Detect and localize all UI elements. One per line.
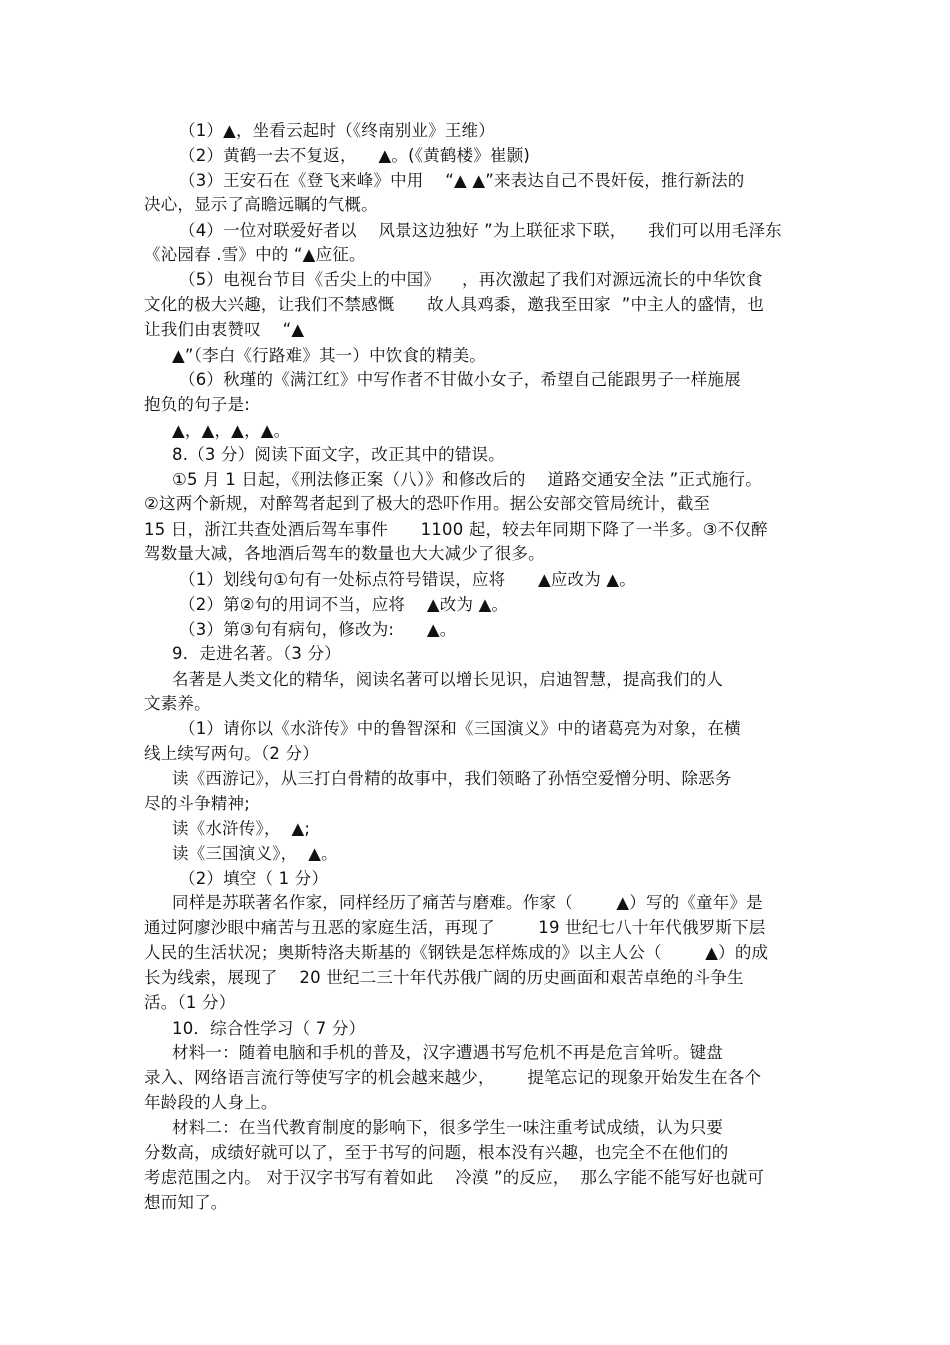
text-line: 通过阿廖沙眼中痛苦与丑恶的家庭生活，再现了 19 世纪七八十年代俄罗斯下层 xyxy=(144,918,766,937)
text-line: ①5 月 1 日起，《刑法修正案（八）》和修改后的 道路交通安全法 ”正式施行。 xyxy=(172,470,762,489)
text-line: 《沁园春 .雪》中的 “▲应征。 xyxy=(144,245,366,264)
text-line: 决心，显示了高瞻远瞩的气概。 xyxy=(144,195,378,214)
text-line: 10．综合性学习（ 7 分） xyxy=(172,1019,366,1038)
text-line: 尽的斗争精神; xyxy=(144,794,250,813)
text-line: 文素养。 xyxy=(144,694,211,713)
text-line: 材料一：随着电脑和手机的普及，汉字遭遇书写危机不再是危言耸听。键盘 xyxy=(172,1043,724,1062)
text-line: （2）第②句的用词不当，应将 ▲改为 ▲。 xyxy=(179,595,509,614)
text-line: ▲，▲，▲，▲。 xyxy=(172,421,291,440)
text-line: 8.（3 分）阅读下面文字，改正其中的错误。 xyxy=(172,445,505,464)
text-line: ▲”（李白《行路难》其一）中饮食的精美。 xyxy=(172,346,486,365)
text-line: （2）填空（ 1 分） xyxy=(179,869,329,888)
text-line: 活。（1 分） xyxy=(144,993,236,1012)
text-line: 让我们由衷赞叹 “▲ xyxy=(144,320,305,339)
text-line: 想而知了。 xyxy=(144,1193,228,1212)
text-line: （3）王安石在《登飞来峰》中用 “▲ ▲”来表达自己不畏奸佞，推行新法的 xyxy=(179,171,745,190)
text-line: 读《西游记》，从三打白骨精的故事中，我们领略了孙悟空爱憎分明、除恶务 xyxy=(172,769,732,788)
text-line: （2）黄鹤一去不复返， ▲。(《黄鹤楼》崔颢) xyxy=(179,146,530,165)
text-line: 读《水浒传》， ▲; xyxy=(172,819,311,838)
text-line: 长为线索，展现了 20 世纪二三十年代苏俄广阔的历史画面和艰苦卓绝的斗争生 xyxy=(144,968,744,987)
text-line: （1）请你以《水浒传》中的鲁智深和《三国演义》中的诸葛亮为对象，在横 xyxy=(179,719,741,738)
text-line: 抱负的句子是: xyxy=(144,395,250,414)
text-line: 同样是苏联著名作家，同样经历了痛苦与磨难。作家（ ▲）写的《童年》是 xyxy=(172,893,763,912)
text-line: 驾数量大减，各地酒后驾车的数量也大大减少了很多。 xyxy=(144,544,545,563)
text-line: 考虑范围之内。 对于汉字书写有着如此 冷漠 ”的反应， 那么字能不能写好也就可 xyxy=(144,1168,765,1187)
text-line: 分数高，成绩好就可以了，至于书写的问题，根本没有兴趣，也完全不在他们的 xyxy=(144,1143,729,1162)
text-line: 材料二：在当代教育制度的影响下，很多学生一味注重考试成绩，认为只要 xyxy=(172,1118,724,1137)
text-line: ②这两个新规，对醉驾者起到了极大的恐吓作用。据公安部交管局统计，截至 xyxy=(144,494,711,513)
text-line: （5）电视台节目《舌尖上的中国》 ，再次激起了我们对源远流长的中华饮食 xyxy=(179,270,763,289)
text-line: 年龄段的人身上。 xyxy=(144,1093,278,1112)
text-line: 名著是人类文化的精华，阅读名著可以增长见识，启迪智慧，提高我们的人 xyxy=(172,670,724,689)
text-line: （6）秋瑾的《满江红》中写作者不甘做小女子，希望自己能跟男子一样施展 xyxy=(179,370,741,389)
text-line: 15 日，浙江共查处酒后驾车事件 1100 起，较去年同期下降了一半多。③不仅醉 xyxy=(144,520,768,539)
text-line: 9．走进名著。（3 分） xyxy=(172,644,341,663)
text-line: （1）划线句①句有一处标点符号错误，应将 ▲应改为 ▲。 xyxy=(179,570,636,589)
text-line: 文化的极大兴趣，让我们不禁感慨 故人具鸡黍，邀我至田家 ”中主人的盛情，也 xyxy=(144,295,765,314)
text-line: 人民的生活状况；奥斯特洛夫斯基的《钢铁是怎样炼成的》以主人公（ ▲）的成 xyxy=(144,943,769,962)
text-line: 录入、网络语言流行等使写字的机会越来越少， 提笔忘记的现象开始发生在各个 xyxy=(144,1068,762,1087)
text-line: （1）▲，坐看云起时（《终南别业》王维） xyxy=(179,121,495,140)
text-line: （4）一位对联爱好者以 风景这边独好 ”为上联征求下联， 我们可以用毛泽东 xyxy=(179,221,782,240)
text-line: 读《三国演义》， ▲。 xyxy=(172,844,338,863)
text-line: 线上续写两句。（2 分） xyxy=(144,744,319,763)
text-line: （3）第③句有病句，修改为: ▲。 xyxy=(179,620,457,639)
